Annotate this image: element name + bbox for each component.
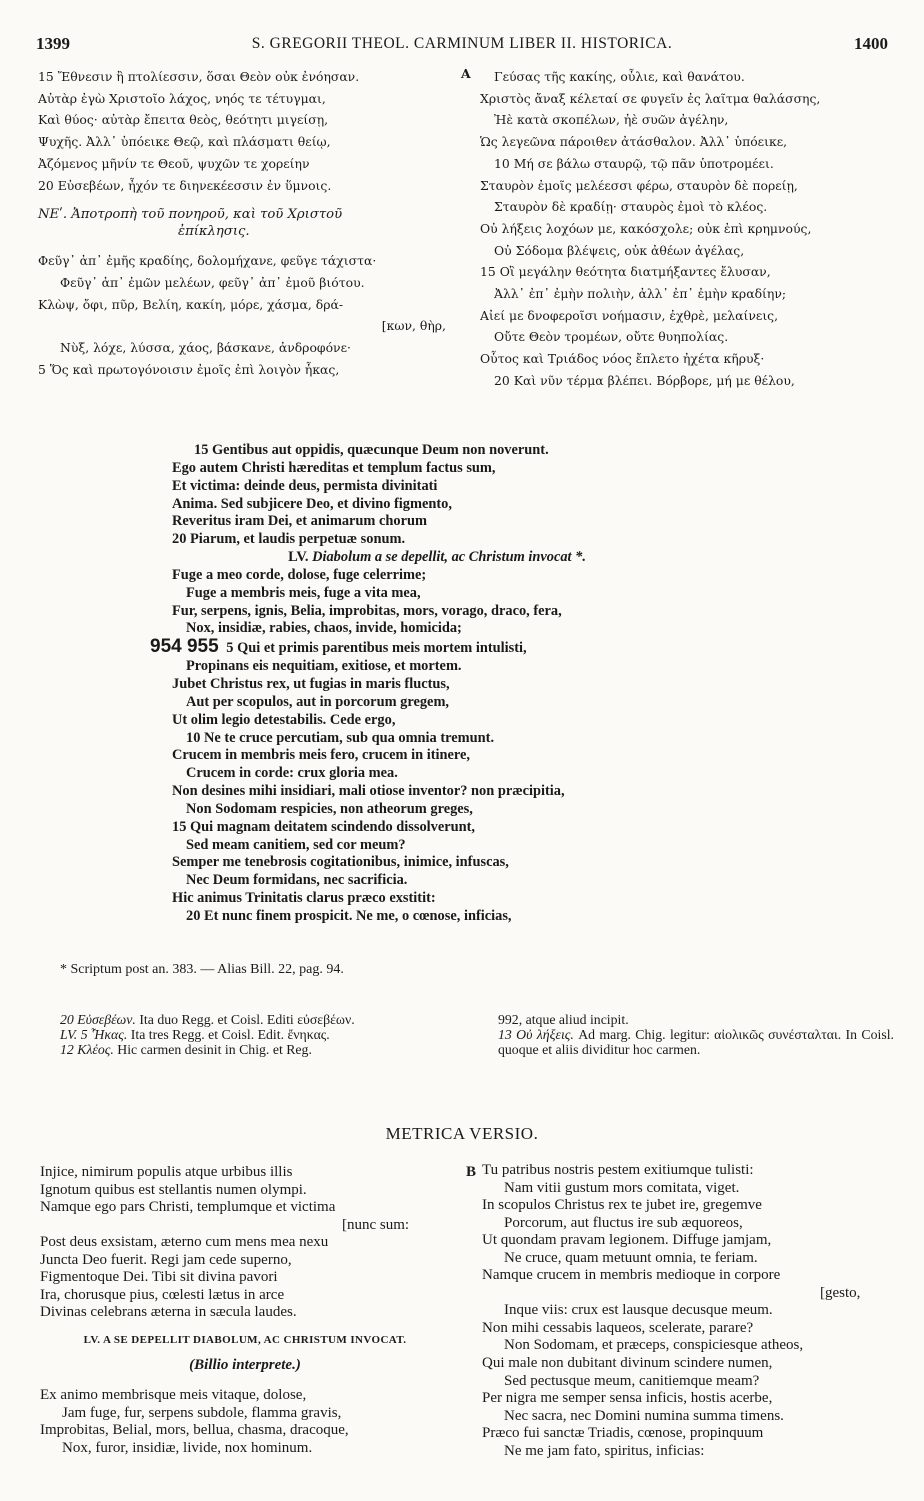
interpreter-credit: (Billio interprete.)	[189, 1357, 301, 1374]
latin-line: 20 Et nunc finem prospicit. Ne me, o cœnose, inficias,	[186, 907, 512, 924]
latin-line: Crucem in membris meis fero, crucem in itinere,	[172, 747, 470, 764]
note	[498, 1012, 894, 1027]
latin-line: Semper me tenebrosis cogitationibus, inimice, infuscas,	[172, 854, 509, 871]
latin-heading-text: Diabolum a se depellit, ac Christum invocat *.	[312, 549, 586, 566]
metrica-line: Ignotum quibus est stellantis numen olympi.	[40, 1181, 307, 1198]
latin-line: Fur, serpens, ignis, Belia, improbitas, mors, vorago, draco, fera,	[172, 602, 562, 619]
latin-line: Reveritus iram Dei, et animarum chorum	[172, 513, 427, 530]
greek-line: Κλὼψ, ὄφι, πῦρ, Βελίη, κακίη, μόρε, χάσμα, δρά-	[38, 296, 344, 312]
greek-line: [κων, θὴρ,	[381, 318, 446, 334]
metrica-line: Ne cruce, quam metuunt omnia, te feriam.	[504, 1249, 758, 1266]
latin-line: Hic animus Trinitatis clarus præco exstitit:	[172, 890, 436, 907]
latin-line: Ut olim legio detestabilis. Cede ergo,	[172, 711, 396, 728]
note-text: Ad marg. Chig. legitur: αἰολικῶς συνέσταλται. In Coisl. quoque et aliis dividitur hoc carmen.	[498, 1027, 894, 1057]
latin-line: Anima. Sed subjicere Deo, et divino figmento,	[172, 495, 452, 512]
greek-line: Νὺξ, λόχε, λύσσα, χάος, βάσκανε, ἀνδροφόνε·	[60, 340, 351, 356]
greek-line: Οὔτε Θεὸν τρομέων, οὔτε θυηπολίας.	[494, 329, 729, 345]
greek-line: Σταυρὸν δὲ κραδίῃ· σταυρὸς ἐμοὶ τὸ κλέος.	[494, 199, 768, 215]
latin-line: Aut per scopulos, aut in porcorum gregem,	[186, 693, 450, 710]
greek-line: 15 Ἔθνεσιν ἢ πτολίεσσιν, ὅσαι Θεὸν οὐκ ἐνόησαν.	[38, 69, 360, 84]
metrica-line: Divinas celebrans æterna in sæcula laudes.	[40, 1304, 297, 1321]
note-lemma: 13 Οὐ λήξεις.	[498, 1027, 574, 1042]
metrica-line: Juncta Deo fuerit. Regi jam cede superno,	[40, 1251, 292, 1268]
greek-line: Φεῦγ᾽ ἀπ᾽ ἐμῆς κραδίης, δολομήχανε, φεῦγε τάχιστα·	[38, 253, 377, 269]
greek-line: 10 Μή σε βάλω σταυρῷ, τῷ πᾶν ὑποτρομέει.	[494, 155, 774, 171]
greek-line: Ψυχῆς. Ἀλλ᾽ ὑπόεικε Θεῷ, καὶ πλάσματι θείῳ,	[38, 134, 331, 150]
greek-line: Ἠὲ κατὰ σκοπέλων, ἠὲ συῶν ἀγέλην,	[494, 112, 729, 128]
notes-left	[60, 1012, 456, 1057]
latin-poem-heading	[172, 549, 732, 567]
greek-line: Γεύσας τῆς κακίης, οὖλιε, καὶ θανάτου.	[494, 69, 745, 84]
metrica-line: Nam vitii gustum mors comitata, viget.	[504, 1179, 740, 1196]
note-text: Ita duo Regg. et Coisl. Editi εὐσεβέων.	[135, 1012, 355, 1027]
metrica-line: Nox, furor, insidiæ, livide, nox hominum.	[62, 1439, 313, 1456]
greek-line: Χριστὸς ἄναξ κέλεταί σε φυγεῖν ἐς λαῖτμα θαλάσσης,	[480, 90, 821, 106]
latin-heading-number: LV.	[288, 549, 309, 566]
metrica-line: Nec sacra, nec Domini numina summa timens.	[504, 1407, 784, 1424]
metrica-line: Tu patribus nostris pestem exitiumque tulisti:	[482, 1162, 754, 1178]
metrica-line: Improbitas, Belial, mors, bellua, chasma, dracoque,	[40, 1422, 349, 1439]
greek-line: 20 Καὶ νῦν τέρμα βλέπει. Βόρβορε, μή με θέλου,	[494, 372, 795, 388]
latin-line-with-column-numbers	[150, 638, 732, 658]
greek-line: Αἰεί με δνοφεροῖσι νοήμασιν, ἐχθρὲ, μελαίνεις,	[480, 307, 779, 323]
greek-line: 5 Ὅς καὶ πρωτογόνοισιν ἐμοῖς ἐπὶ λοιγὸν ἧκας,	[38, 361, 340, 377]
latin-line: 20 Piarum, et laudis perpetuæ sonum.	[172, 531, 406, 548]
greek-line: Σταυρὸν ἐμοῖς μελέεσσι φέρω, σταυρὸν δὲ πορείῃ,	[480, 177, 798, 193]
running-title: S. GREGORII THEOL. CARMINUM LIBER II. HISTORICA.	[251, 35, 673, 52]
section-title: METRICA VERSIO.	[385, 1124, 539, 1143]
greek-line: Φεῦγ᾽ ἀπ᾽ ἐμῶν μελέων, φεῦγ᾽ ἀπ᾽ ἐμοῦ βιότου.	[60, 274, 365, 290]
metrica-line: Non mihi cessabis laqueos, scelerate, parare?	[482, 1319, 754, 1336]
page-number-right: 1400	[854, 34, 888, 53]
metrica-line: Ira, chorusque pius, cœlesti lætus in arce	[40, 1286, 285, 1303]
latin-line: Sed meam canitiem, sed cor meum?	[186, 836, 406, 853]
metrica-line: Per nigra me semper sensa inficis, hostis acerbe,	[482, 1390, 773, 1407]
greek-heading-line: ΝΕʹ. Ἀποτροπὴ τοῦ πονηροῦ, καὶ τοῦ Χριστοῦ	[38, 207, 343, 223]
metrica-line: Inque viis: crux est lausque decusque meum.	[504, 1302, 773, 1319]
latin-line-text: 5 Qui et primis parentibus meis mortem intulisti,	[226, 640, 527, 657]
metrica-line: Porcorum, aut fluctus ire sub æquoreos,	[504, 1214, 743, 1231]
metrica-line: In scopulos Christus rex te jubet ire, gregemve	[482, 1197, 762, 1214]
latin-line: Non desines mihi insidiari, mali otiose inventor? non præcipitia,	[172, 783, 565, 800]
note-lemma: LV. 5 Ἧκας.	[60, 1027, 128, 1042]
latin-translation	[150, 442, 732, 926]
greek-line: 20 Εὐσεβέων, ἦχόν τε διηνεκέεσσιν ἐν ὕμνοις.	[38, 177, 332, 193]
greek-heading-line: ἐπίκλησις.	[178, 224, 250, 240]
greek-column-right	[480, 66, 892, 392]
latin-line: Fuge a meo corde, dolose, fuge celerrime;	[172, 566, 427, 583]
greek-line: 15 Οἳ μεγάλην θεότητα διατμήξαντες ἔλυσαν,	[480, 264, 771, 280]
greek-column-left	[38, 66, 458, 380]
metrica-line: Ex animo membrisque meis vitaque, dolose,	[40, 1387, 307, 1404]
greek-poem-heading	[38, 206, 458, 240]
metrica-line: [nunc sum:	[342, 1216, 410, 1233]
page-number-left: 1399	[36, 34, 70, 53]
metrica-line: Sed pectusque meum, canitiemque meam?	[504, 1372, 760, 1389]
metrica-column-right	[482, 1162, 894, 1460]
greek-line: Καὶ θύος· αὐτὰρ ἔπειτα θεὸς, θεότητι μιγείσῃ,	[38, 112, 329, 128]
note-text: Hic carmen desinit in Chig. et Reg.	[113, 1042, 312, 1057]
greek-line: Ἀζόμενος μῆνίν τε Θεοῦ, ψυχῶν τε χορείην	[38, 155, 310, 171]
metrica-line: Præco fui sanctæ Triadis, cœnose, propinquum	[482, 1425, 764, 1442]
latin-line: Nec Deum formidans, nec sacrificia.	[186, 872, 408, 889]
metrica-column-left	[40, 1164, 460, 1457]
metrica-line: Ut quondam pravam legionem. Diffuge jamjam,	[482, 1232, 772, 1249]
metrica-line: Figmentoque Dei. Tibi sit divina pavori	[40, 1269, 278, 1286]
latin-line: Ego autem Christi hæreditas et templum factus sum,	[172, 459, 496, 476]
metrica-line: Non Sodomam, et præceps, conspiciesque atheos,	[504, 1337, 804, 1354]
greek-line: Αὐτὰρ ἐγὼ Χριστοῖο λάχος, νηός τε τέτυγμαι,	[38, 90, 326, 106]
note-text: 992, atque aliud incipit.	[498, 1012, 629, 1027]
column-marker: A	[461, 66, 471, 81]
latin-line: Nox, insidiæ, rabies, chaos, invide, homicida;	[186, 620, 462, 637]
column-marker: B	[466, 1164, 477, 1180]
notes-right	[498, 1012, 894, 1057]
metrica-line: Qui male non dubitant divinum scindere numen,	[482, 1355, 773, 1372]
metrica-line: [gesto,	[820, 1284, 861, 1301]
latin-line: 10 Ne te cruce percutiam, sub qua omnia tremunt.	[186, 729, 495, 746]
note-lemma: 20 Εὐσεβέων.	[60, 1012, 136, 1027]
greek-line: Ἀλλ᾽ ἐπ᾽ ἐμὴν πολιὴν, ἀλλ᾽ ἐπ᾽ ἐμὴν κραδίην;	[494, 286, 787, 302]
note	[60, 1042, 456, 1057]
latin-line: 15 Qui magnam deitatem scindendo dissolverunt,	[172, 818, 476, 835]
greek-line: Οὗτος καὶ Τριάδος νόος ἔπλετο ἠχέτα κῆρυξ·	[480, 351, 765, 367]
metrica-line: Ne me jam fato, spiritus, inficias:	[504, 1442, 705, 1459]
footnote: * Scriptum post an. 383. — Alias Bill. 22, pag. 94.	[60, 962, 344, 977]
metrica-poem-heading: LV. A SE DEPELLIT DIABOLUM, AC CHRISTUM INVOCAT.	[83, 1333, 407, 1346]
greek-line: Οὐ Σόδομα βλέψεις, οὐκ ἀθέων ἀγέλας,	[494, 242, 745, 258]
note	[60, 1012, 456, 1027]
note	[60, 1027, 456, 1042]
latin-line: Crucem in corde: crux gloria mea.	[186, 765, 398, 782]
latin-line: Et victima: deinde deus, permista divinitati	[172, 477, 438, 494]
metrica-line: Namque crucem in membris medioque in corpore	[482, 1267, 781, 1284]
metrica-line: Namque ego pars Christi, templumque et victima	[40, 1199, 336, 1216]
note	[498, 1027, 894, 1057]
latin-line: Propinans eis nequitiam, exitiose, et mortem.	[186, 658, 462, 675]
note-text: Ita tres Regg. et Coisl. Edit. ἔνηκας.	[127, 1027, 330, 1042]
metrica-line: Jam fuge, fur, serpens subdole, flamma gravis,	[62, 1404, 342, 1421]
latin-line: Fuge a membris meis, fuge a vita mea,	[186, 584, 421, 601]
greek-line: Ὡς λεγεῶνα πάροιθεν ἀτάσθαλον. Ἀλλ᾽ ὑπόεικε,	[480, 134, 788, 150]
metrica-line: Injice, nimirum populis atque urbibus illis	[40, 1164, 293, 1180]
greek-line: Οὐ λήξεις λοχόων με, κακόσχολε; οὐκ ἐπὶ κρημνούς,	[480, 220, 812, 236]
column-numbers: 954 955	[150, 636, 219, 658]
page-header	[36, 34, 888, 60]
latin-line: Jubet Christus rex, ut fugias in maris fluctus,	[172, 675, 450, 692]
latin-line: Non Sodomam respicies, non atheorum greges,	[186, 800, 473, 817]
latin-line: 15 Gentibus aut oppidis, quæcunque Deum non noverunt.	[194, 442, 549, 458]
note-lemma: 12 Κλέος.	[60, 1042, 114, 1057]
metrica-line: Post deus exsistam, æterno cum mens mea nexu	[40, 1234, 329, 1251]
